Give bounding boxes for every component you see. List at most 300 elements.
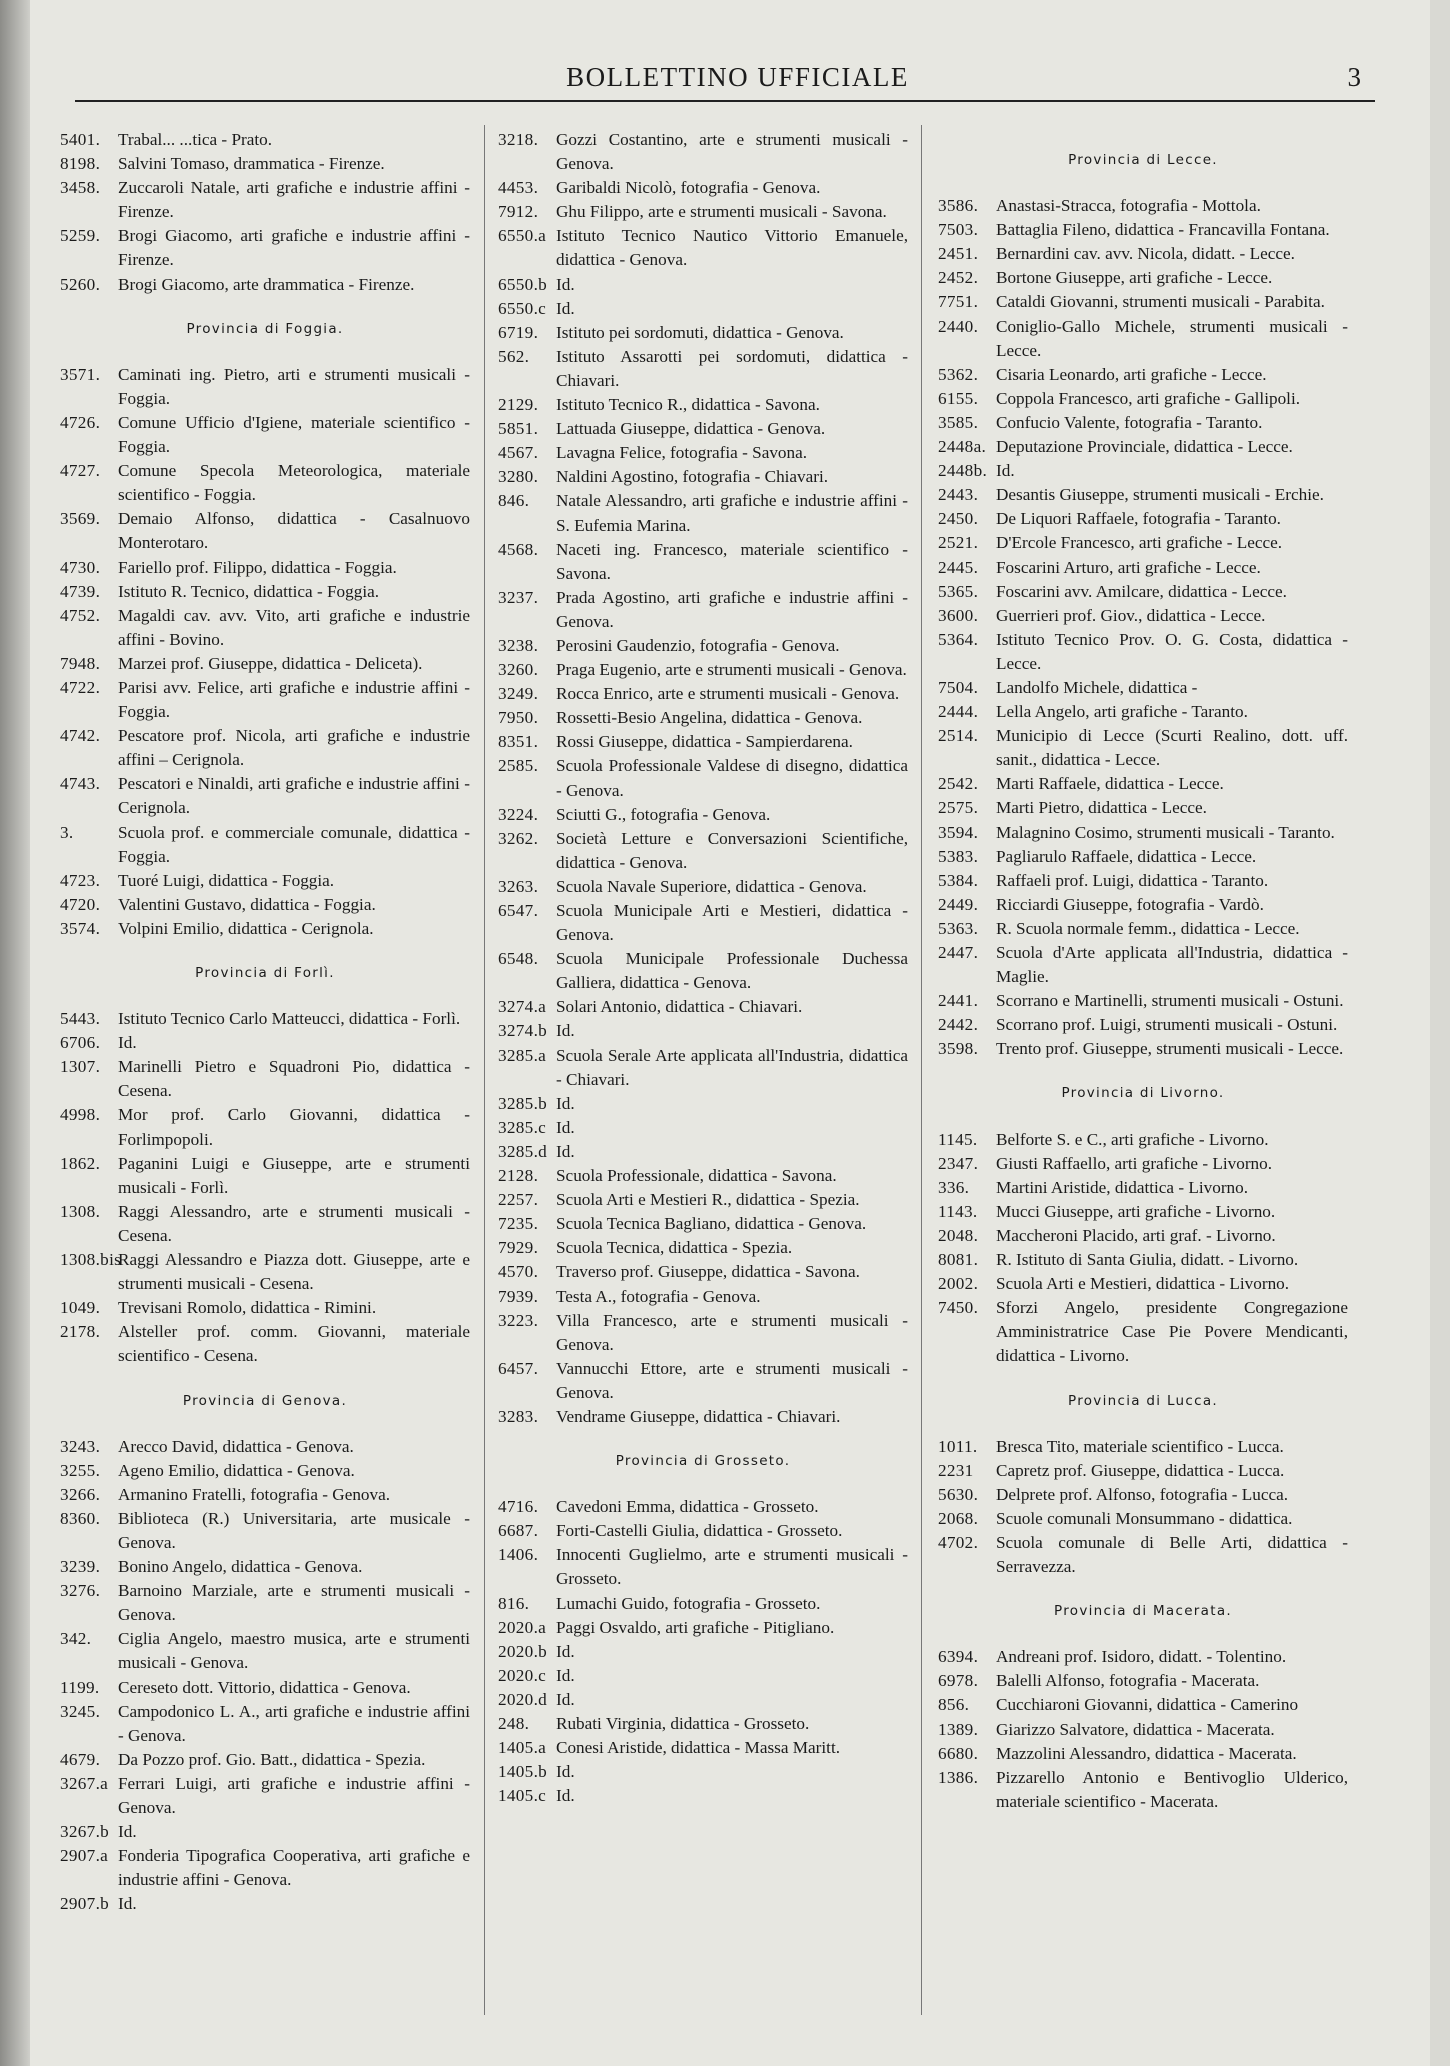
entry-text: Scuola prof. e commerciale comunale, didattica - Foggia. xyxy=(118,822,470,866)
entry-number: 2444. xyxy=(938,702,979,722)
list-entry xyxy=(938,676,1348,700)
list-entry xyxy=(60,1844,470,1892)
entry-number: 5260. xyxy=(60,274,101,294)
entry-number: 2585. xyxy=(498,756,539,776)
list-entry xyxy=(938,1152,1348,1176)
entry-text: Paganini Luigi e Giuseppe, arte e strumenti musicali - Forlì. xyxy=(118,1153,470,1197)
list-entry xyxy=(938,796,1348,820)
entry-number: 2440. xyxy=(938,316,979,336)
entry-number: 4727. xyxy=(60,461,101,481)
entry-text: Rubati Virginia, didattica - Grosseto. xyxy=(556,1714,810,1733)
entry-text: Id. xyxy=(556,298,575,318)
list-entry xyxy=(498,273,908,297)
entry-number: 2020.c xyxy=(498,1665,547,1685)
entry-text: Marti Pietro, didattica - Lecce. xyxy=(996,798,1207,818)
entry-text: Giarizzo Salvatore, didattica - Macerata. xyxy=(996,1719,1275,1739)
entry-text: Paggi Osvaldo, arti grafiche - Pitigliano. xyxy=(556,1617,835,1637)
list-entry xyxy=(938,821,1348,845)
entry-text: Cataldi Giovanni, strumenti musicali - Parabita. xyxy=(996,292,1325,312)
entry-number: 5383. xyxy=(938,846,979,866)
entry-number: 3280. xyxy=(498,467,539,487)
list-entry xyxy=(938,194,1348,218)
entry-text: Id. xyxy=(556,1141,575,1161)
page-number: 3 xyxy=(1347,62,1361,92)
entry-text: Garibaldi Nicolò, fotografia - Genova. xyxy=(556,178,821,198)
entry-text: Pescatori e Ninaldi, arti grafiche e industrie affini - Cerignola. xyxy=(118,774,470,818)
entry-text: R. Istituto di Santa Giulia, didatt. - Livorno. xyxy=(996,1250,1299,1270)
list-entry xyxy=(498,1285,908,1309)
list-entry xyxy=(60,507,470,555)
entry-number: 3274.b xyxy=(498,1021,548,1041)
entry-text: Desantis Giuseppe, strumenti musicali - Erchie. xyxy=(996,485,1324,505)
list-entry xyxy=(938,531,1348,555)
entry-text: Id. xyxy=(556,1093,575,1113)
entry-number: 8198. xyxy=(60,154,101,174)
list-entry xyxy=(938,1693,1348,1717)
entry-number: 1145. xyxy=(938,1129,978,1149)
header-rule xyxy=(75,100,1375,102)
list-entry xyxy=(498,297,908,321)
column-divider xyxy=(921,125,922,2015)
entry-text: Bonino Angelo, didattica - Genova. xyxy=(118,1557,363,1577)
entry-text: Campodonico L. A., arti grafiche e industrie affini - Genova. xyxy=(118,1701,470,1745)
entry-number: 336. xyxy=(938,1177,970,1197)
list-entry xyxy=(938,772,1348,796)
entry-number: 2448b. xyxy=(938,461,988,481)
entry-number: 4743. xyxy=(60,774,101,794)
entry-text: Biblioteca (R.) Universitaria, arte musicale - Genova. xyxy=(118,1508,470,1552)
entry-text: Maccheroni Placido, arti graf. - Livorno. xyxy=(996,1225,1276,1245)
entry-text: R. Scuola normale femm., didattica - Lecce. xyxy=(996,918,1300,938)
entry-number: 4453. xyxy=(498,178,539,198)
entry-number: 7912. xyxy=(498,202,539,222)
entry-number: 3569. xyxy=(60,509,101,529)
list-entry xyxy=(938,387,1348,411)
entry-number: 4730. xyxy=(60,557,101,577)
entry-number: 2128. xyxy=(498,1166,539,1186)
entry-text: Brogi Giacomo, arti grafiche e industrie affini - Firenze. xyxy=(118,226,470,270)
list-entry xyxy=(60,893,470,917)
entry-number: 8351. xyxy=(498,732,539,752)
entry-text: Salvini Tomaso, drammatica - Firenze. xyxy=(118,154,385,174)
entry-text: Scorrano prof. Luigi, strumenti musicali - Ostuni. xyxy=(996,1015,1338,1035)
entry-text: Id. xyxy=(118,1033,137,1053)
entry-number: 6680. xyxy=(938,1743,979,1763)
list-entry xyxy=(498,1688,908,1712)
entry-text: Società Letture e Conversazioni Scientifiche, didattica - Genova. xyxy=(556,828,908,872)
entry-text: Prada Agostino, arti grafiche e industrie affini - Genova. xyxy=(556,587,908,631)
entry-number: 5443. xyxy=(60,1009,101,1029)
list-entry xyxy=(938,917,1348,941)
list-entry xyxy=(60,224,470,272)
list-entry xyxy=(60,459,470,507)
list-entry xyxy=(60,1555,470,1579)
entry-number: 3594. xyxy=(938,822,979,842)
list-entry xyxy=(938,1435,1348,1459)
entry-number: 5630. xyxy=(938,1484,979,1504)
list-entry xyxy=(938,869,1348,893)
list-entry xyxy=(498,1236,908,1260)
entry-text: Gozzi Costantino, arte e strumenti musicali - Genova. xyxy=(556,130,908,174)
entry-number: 1405.c xyxy=(498,1786,547,1806)
entry-number: 3586. xyxy=(938,196,979,216)
entry-number: 6550.a xyxy=(498,226,547,246)
entry-number: 5362. xyxy=(938,364,979,384)
list-entry xyxy=(60,1320,470,1368)
entry-number: 856. xyxy=(938,1695,970,1715)
entry-number: 2521. xyxy=(938,533,979,553)
entry-text: Bernardini cav. avv. Nicola, didatt. - Lecce. xyxy=(996,244,1295,264)
entry-number: 3458. xyxy=(60,178,101,198)
column-1 xyxy=(60,128,470,1916)
list-entry xyxy=(938,1483,1348,1507)
entry-text: Anastasi-Stracca, fotografia - Mottola. xyxy=(996,196,1261,216)
entry-number: 2347. xyxy=(938,1153,979,1173)
list-entry xyxy=(60,821,470,869)
entry-text: Zuccaroli Natale, arti grafiche e industrie affini - Firenze. xyxy=(118,178,470,222)
entry-text: Istituto Assarotti pei sordomuti, didattica - Chiavari. xyxy=(556,346,908,390)
entry-text: Marti Raffaele, didattica - Lecce. xyxy=(996,774,1224,794)
list-entry xyxy=(938,941,1348,989)
list-entry xyxy=(498,1188,908,1212)
entry-text: Scuola Navale Superiore, didattica - Genova. xyxy=(556,876,867,896)
entry-number: 5259. xyxy=(60,226,101,246)
list-entry xyxy=(498,1592,908,1616)
entry-number: 2442. xyxy=(938,1015,979,1035)
list-entry xyxy=(498,995,908,1019)
entry-text: Perosini Gaudenzio, fotografia - Genova. xyxy=(556,635,840,655)
list-entry xyxy=(498,706,908,730)
entry-text: Marzei prof. Giuseppe, didattica - Deliceta). xyxy=(118,653,423,673)
entry-text: Ferrari Luigi, arti grafiche e industrie affini - Genova. xyxy=(118,1773,470,1817)
list-entry xyxy=(60,1103,470,1151)
entry-number: 3267.a xyxy=(60,1773,109,1793)
entry-text: Ageno Emilio, didattica - Genova. xyxy=(118,1460,355,1480)
entry-number: 3285.b xyxy=(498,1093,548,1113)
entry-number: 7751. xyxy=(938,292,979,312)
list-entry xyxy=(60,1507,470,1555)
list-entry xyxy=(938,893,1348,917)
list-entry xyxy=(60,1748,470,1772)
list-entry xyxy=(938,483,1348,507)
entry-text: Istituto pei sordomuti, didattica - Genova. xyxy=(556,322,844,342)
province-heading: Provincia di Grosseto. xyxy=(615,1453,791,1470)
entry-text: De Liquori Raffaele, fotografia - Taranto. xyxy=(996,509,1281,529)
entry-number: 1199. xyxy=(60,1677,100,1697)
list-entry xyxy=(60,1296,470,1320)
entry-number: 1308. xyxy=(60,1201,101,1221)
list-entry xyxy=(498,827,908,875)
entry-number: 6547. xyxy=(498,901,539,920)
entry-number: 3283. xyxy=(498,1406,539,1426)
list-entry xyxy=(938,411,1348,435)
entry-number: 4679. xyxy=(60,1749,101,1769)
entry-text: Pizzarello Antonio e Bentivoglio Ulderico, materiale scientifico - Macerata. xyxy=(996,1767,1348,1811)
entry-text: Scuola Tecnica Bagliano, didattica - Genova. xyxy=(556,1214,867,1234)
list-entry xyxy=(498,875,908,899)
entry-text: Pagliarulo Raffaele, didattica - Lecce. xyxy=(996,846,1257,866)
list-entry xyxy=(60,1579,470,1627)
list-entry xyxy=(938,315,1348,363)
list-entry xyxy=(60,1483,470,1507)
entry-number: 7948. xyxy=(60,653,101,673)
entry-number: 3571. xyxy=(60,364,101,384)
entry-text: Istituto Tecnico R., didattica - Savona. xyxy=(556,395,820,415)
list-entry xyxy=(498,1664,908,1688)
entry-text: Istituto Tecnico Carlo Matteucci, didattica - Forlì. xyxy=(118,1009,461,1029)
entry-number: 1143. xyxy=(938,1201,978,1221)
entry-number: 1308.bis xyxy=(60,1250,122,1270)
entry-number: 342. xyxy=(60,1629,92,1649)
entry-text: Naceti ing. Francesco, materiale scientifico - Savona. xyxy=(556,539,908,583)
entry-number: 4742. xyxy=(60,726,101,746)
entry-number: 7235. xyxy=(498,1214,539,1234)
entry-text: Innocenti Guglielmo, arte e strumenti musicali - Grosseto. xyxy=(556,1545,908,1589)
column-3 xyxy=(938,128,1348,1814)
entry-text: Lattuada Giuseppe, didattica - Genova. xyxy=(556,419,826,439)
list-entry xyxy=(938,1718,1348,1742)
entry-text: Barnoino Marziale, arte e strumenti musicali - Genova. xyxy=(118,1581,470,1625)
entry-number: 5851. xyxy=(498,419,539,439)
entry-text: Malagnino Cosimo, strumenti musicali - Taranto. xyxy=(996,822,1335,842)
scan-edge xyxy=(0,0,30,2066)
entry-number: 2441. xyxy=(938,991,979,1011)
entry-number: 4726. xyxy=(60,412,101,432)
entry-text: Istituto R. Tecnico, didattica - Foggia. xyxy=(118,581,380,601)
entry-text: Cereseto dott. Vittorio, didattica - Genova. xyxy=(118,1677,411,1697)
list-entry xyxy=(938,604,1348,628)
entry-number: 3585. xyxy=(938,412,979,432)
entry-number: 3276. xyxy=(60,1581,101,1601)
entry-number: 1389. xyxy=(938,1719,979,1739)
entry-number: 2068. xyxy=(938,1508,979,1528)
entry-number: 3274.a xyxy=(498,997,547,1017)
entry-text: Brogi Giacomo, arte drammatica - Firenze. xyxy=(118,274,415,294)
entry-text: Solari Antonio, didattica - Chiavari. xyxy=(556,997,803,1017)
entry-text: Guerrieri prof. Giov., didattica - Lecce. xyxy=(996,605,1266,625)
list-entry xyxy=(60,1007,470,1031)
entry-text: D'Ercole Francesco, arti grafiche - Lecce. xyxy=(996,533,1283,553)
entry-text: Id. xyxy=(556,1641,575,1661)
entry-text: Id. xyxy=(556,1021,575,1041)
entry-number: 2514. xyxy=(938,726,979,746)
entry-number: 6548. xyxy=(498,949,539,969)
entry-text: Andreani prof. Isidoro, didatt. - Tolentino. xyxy=(996,1647,1287,1667)
list-entry xyxy=(498,489,908,537)
list-entry xyxy=(60,724,470,772)
entry-text: Coniglio-Gallo Michele, strumenti musicali - Lecce. xyxy=(996,316,1348,360)
entry-text: Villa Francesco, arte e strumenti musicali - Genova. xyxy=(556,1310,908,1354)
entry-text: Rossetti-Besio Angelina, didattica - Genova. xyxy=(556,708,863,728)
list-entry xyxy=(60,411,470,459)
entry-text: Martini Aristide, didattica - Livorno. xyxy=(996,1177,1249,1197)
entry-text: Testa A., fotografia - Genova. xyxy=(556,1286,761,1306)
list-entry xyxy=(938,724,1348,772)
entry-number: 4720. xyxy=(60,894,101,914)
list-entry xyxy=(938,459,1348,483)
entry-number: 8081. xyxy=(938,1250,979,1270)
entry-text: Mucci Giuseppe, arti grafiche - Livorno. xyxy=(996,1201,1276,1221)
entry-number: 3260. xyxy=(498,660,539,680)
entry-text: Belforte S. e C., arti grafiche - Livorno. xyxy=(996,1129,1269,1149)
entry-number: 1405.b xyxy=(498,1762,548,1782)
list-entry xyxy=(498,465,908,489)
list-entry xyxy=(498,224,908,272)
entry-text: Scuola Arti e Mestieri, didattica - Livorno. xyxy=(996,1274,1290,1294)
entry-number: 5363. xyxy=(938,918,979,938)
entry-text: Scuola Serale Arte applicata all'Industria, didattica - Chiavari. xyxy=(556,1045,908,1089)
list-entry xyxy=(938,1013,1348,1037)
entry-number: 2178. xyxy=(60,1322,101,1342)
list-entry xyxy=(60,1892,470,1916)
list-entry xyxy=(498,1092,908,1116)
list-entry xyxy=(938,1176,1348,1200)
list-entry xyxy=(498,634,908,658)
entry-text: Fariello prof. Filippo, didattica - Foggia. xyxy=(118,557,397,577)
list-entry xyxy=(498,1495,908,1519)
entry-number: 3285.a xyxy=(498,1045,547,1065)
entry-text: Id. xyxy=(556,1762,575,1782)
entry-text: Scuola Arti e Mestieri R., didattica - Spezia. xyxy=(556,1190,860,1210)
entry-number: 3285.c xyxy=(498,1117,547,1137)
entry-number: 6550.b xyxy=(498,274,548,294)
list-entry xyxy=(498,1260,908,1284)
list-entry xyxy=(498,730,908,754)
list-entry xyxy=(498,1405,908,1429)
province-heading: Provincia di Foggia. xyxy=(186,320,344,337)
entry-text: Alsteller prof. comm. Giovanni, materiale scientifico - Cesena. xyxy=(118,1322,470,1366)
entry-number: 4722. xyxy=(60,677,101,697)
entry-text: Delprete prof. Alfonso, fotografia - Lucca. xyxy=(996,1484,1289,1504)
entry-text: Scuola d'Arte applicata all'Industria, didattica - Maglie. xyxy=(996,943,1348,987)
entry-text: Capretz prof. Giuseppe, didattica - Lucca. xyxy=(996,1460,1285,1480)
entry-number: 6719. xyxy=(498,322,539,342)
list-entry xyxy=(498,321,908,345)
entry-number: 2020.a xyxy=(498,1617,547,1637)
entry-text: Id. xyxy=(556,1786,575,1806)
entry-text: Scorrano e Martinelli, strumenti musicali - Ostuni. xyxy=(996,991,1344,1011)
entry-number: 1011. xyxy=(938,1436,978,1456)
list-entry xyxy=(60,1676,470,1700)
list-entry xyxy=(498,1309,908,1357)
list-entry xyxy=(938,556,1348,580)
entry-number: 5364. xyxy=(938,629,979,649)
list-entry xyxy=(938,1507,1348,1531)
list-entry xyxy=(60,176,470,224)
entry-text: Mazzolini Alessandro, didattica - Macerata. xyxy=(996,1743,1297,1763)
entry-number: 2448a. xyxy=(938,437,987,457)
page-header xyxy=(110,58,1365,98)
list-entry xyxy=(938,435,1348,459)
list-entry xyxy=(498,682,908,706)
list-entry xyxy=(938,1296,1348,1368)
entry-text: Scuola Professionale, didattica - Savona. xyxy=(556,1166,837,1186)
list-entry xyxy=(938,1766,1348,1814)
list-entry xyxy=(498,1519,908,1543)
entry-text: Ghu Filippo, arte e strumenti musicali - Savona. xyxy=(556,202,887,222)
entry-number: 2020.d xyxy=(498,1689,548,1709)
list-entry xyxy=(60,604,470,652)
list-entry xyxy=(60,1627,470,1675)
entry-text: Mor prof. Carlo Giovanni, didattica - Forlimpopoli. xyxy=(118,1105,470,1149)
entry-number: 7504. xyxy=(938,677,979,697)
list-entry xyxy=(498,1640,908,1664)
list-entry xyxy=(60,363,470,411)
list-entry xyxy=(498,200,908,224)
entry-number: 2231 xyxy=(938,1460,974,1480)
entry-number: 3224. xyxy=(498,804,539,824)
list-entry xyxy=(498,538,908,586)
entry-text: Trabal... ...tica - Prato. xyxy=(118,130,273,149)
entry-text: Bresca Tito, materiale scientifico - Lucca. xyxy=(996,1436,1284,1456)
entry-text: Rossi Giuseppe, didattica - Sampierdarena. xyxy=(556,732,853,752)
list-entry xyxy=(60,772,470,820)
list-entry xyxy=(60,917,470,941)
list-entry xyxy=(938,989,1348,1013)
entry-text: Trento prof. Giuseppe, strumenti musicali - Lecce. xyxy=(996,1039,1344,1059)
entry-number: 4723. xyxy=(60,870,101,890)
entry-number: 2907.b xyxy=(60,1894,110,1914)
entry-number: 2257. xyxy=(498,1190,539,1210)
province-heading: Provincia di Macerata. xyxy=(1054,1603,1232,1620)
entry-text: Raggi Alessandro, arte e strumenti musicali - Cesena. xyxy=(118,1201,470,1245)
list-entry xyxy=(60,1772,470,1820)
entry-text: Scuola comunale di Belle Arti, didattica - Serravezza. xyxy=(996,1532,1348,1577)
entry-text: Lella Angelo, arti grafiche - Taranto. xyxy=(996,702,1248,722)
entry-text: Vannucchi Ettore, arte e strumenti musicali - Genova. xyxy=(556,1358,908,1402)
entry-text: Demaio Alfonso, didattica - Casalnuovo Monterotaro. xyxy=(118,509,470,553)
entry-text: Da Pozzo prof. Gio. Batt., didattica - Spezia. xyxy=(118,1749,426,1769)
list-entry xyxy=(60,1031,470,1055)
entry-number: 2445. xyxy=(938,557,979,577)
entry-number: 3239. xyxy=(60,1557,101,1577)
entry-number: 6978. xyxy=(938,1671,979,1691)
entry-number: 3255. xyxy=(60,1460,101,1480)
entry-number: 1406. xyxy=(498,1545,539,1565)
entry-text: Giusti Raffaello, arti grafiche - Livorno. xyxy=(996,1153,1273,1173)
list-entry xyxy=(60,152,470,176)
entry-text: Scuola Tecnica, didattica - Spezia. xyxy=(556,1238,793,1258)
list-entry xyxy=(498,176,908,200)
entry-text: Istituto Tecnico Prov. O. G. Costa, didattica - Lecce. xyxy=(996,629,1348,673)
list-entry xyxy=(498,1212,908,1236)
list-entry xyxy=(498,1357,908,1405)
entry-number: 1405.a xyxy=(498,1738,547,1758)
list-entry xyxy=(938,1742,1348,1766)
entry-number: 3600. xyxy=(938,605,979,625)
list-entry xyxy=(60,1248,470,1296)
entry-number: 1307. xyxy=(60,1057,101,1077)
list-entry xyxy=(60,1055,470,1103)
entry-number: 8360. xyxy=(60,1508,101,1528)
entry-number: 7929. xyxy=(498,1238,539,1258)
entry-text: Id. xyxy=(556,1689,575,1709)
list-entry xyxy=(60,676,470,724)
list-entry xyxy=(498,899,908,947)
list-entry xyxy=(60,556,470,580)
list-entry xyxy=(498,417,908,441)
entry-text: Foscarini avv. Amilcare, didattica - Lecce. xyxy=(996,581,1287,601)
entry-text: Cucchiaroni Giovanni, didattica - Camerino xyxy=(996,1695,1299,1715)
entry-number: 2907.a xyxy=(60,1846,109,1866)
entry-text: Lavagna Felice, fotografia - Savona. xyxy=(556,443,808,463)
entry-text: Raggi Alessandro e Piazza dott. Giuseppe, arte e strumenti musicali - Cesena. xyxy=(118,1250,470,1294)
entry-number: 2447. xyxy=(938,943,979,962)
entry-text: Istituto Tecnico Nautico Vittorio Emanuele, didattica - Genova. xyxy=(556,226,908,270)
entry-number: 248. xyxy=(498,1714,530,1733)
list-entry xyxy=(498,1164,908,1188)
entry-number: 7950. xyxy=(498,708,539,728)
